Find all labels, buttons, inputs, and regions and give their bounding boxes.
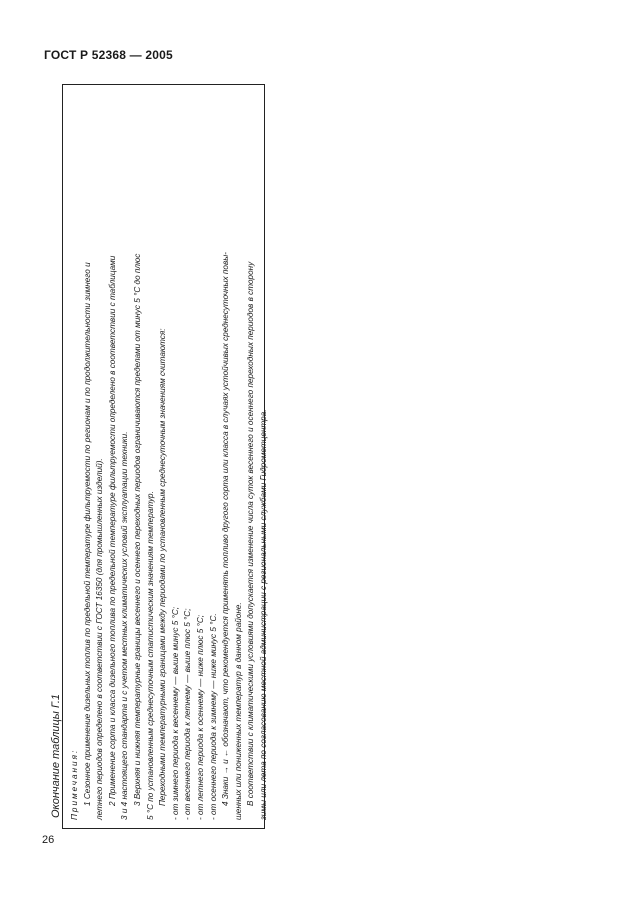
document-header: ГОСТ Р 52368 — 2005	[44, 48, 173, 62]
notes-rotated-content	[63, 95, 266, 830]
note-2-line-a: 2 Применение сорта и класса дизельного топлива по предельной температуре фильтруемости определено в соответствии с таблицами	[107, 255, 117, 806]
note-4-line-b: шенных или пониженных температур в данном районе.	[233, 602, 243, 820]
transition-item-2: - от весеннего периода к летнему — выше плюс 5 °С;	[183, 608, 193, 820]
transition-item-3: - от летнего периода к осеннему — ниже плюс 5 °С;	[195, 614, 205, 820]
transition-item-4: - от осеннего периода к зимнему — ниже минус 5 °С.	[208, 613, 218, 820]
page-number: 26	[42, 834, 55, 846]
note-4-line-a: 4 Знаки → и ← обозначают, что рекомендуется применять топливо другого сорта или класса в случаях устойчивых среднесуточных повы-	[221, 252, 231, 806]
note-1-line-a: 1 Сезонное применение дизельных топлив по предельной температуре фильтруемости по регионам и по продолжительности зимнего и	[82, 262, 92, 806]
note-2-line-b: 3 и 4 настоящего стандарта и с учетом местных климатических условий эксплуатации техники.	[120, 431, 130, 820]
table-caption: Окончание таблицы Г.1	[50, 694, 62, 818]
note-3-line-a: 3 Верхняя и нижняя температурные границы весеннего и осеннего переходных периодов ограничиваются пределами от минус 5 °С до плюс	[132, 253, 142, 806]
note-5-line-a: В соответствии с климатическими условиями допускается изменение числа суток весеннего и осеннего переходных периодов в сторону	[246, 261, 256, 806]
transition-item-1: - от зимнего периода к весеннему — выше минус 5 °С;	[170, 606, 180, 820]
note-3-line-c: Переходными температурными границами между периодами по установленным среднесуточным значениям считаются:	[158, 328, 168, 806]
note-1-line-b: летнего периодов определено в соответствии с ГОСТ 16350 (для промышленных изделий).	[95, 458, 105, 820]
notes-frame	[62, 84, 268, 829]
note-3-line-b: 5 °С по установленным среднесуточным статистическим значениям температур.	[145, 491, 155, 820]
note-5-line-b: зимы или лета по согласованию местной администрации с региональными службами Гидрометцентра.	[258, 409, 268, 820]
notes-heading: Примечания:	[70, 748, 79, 820]
